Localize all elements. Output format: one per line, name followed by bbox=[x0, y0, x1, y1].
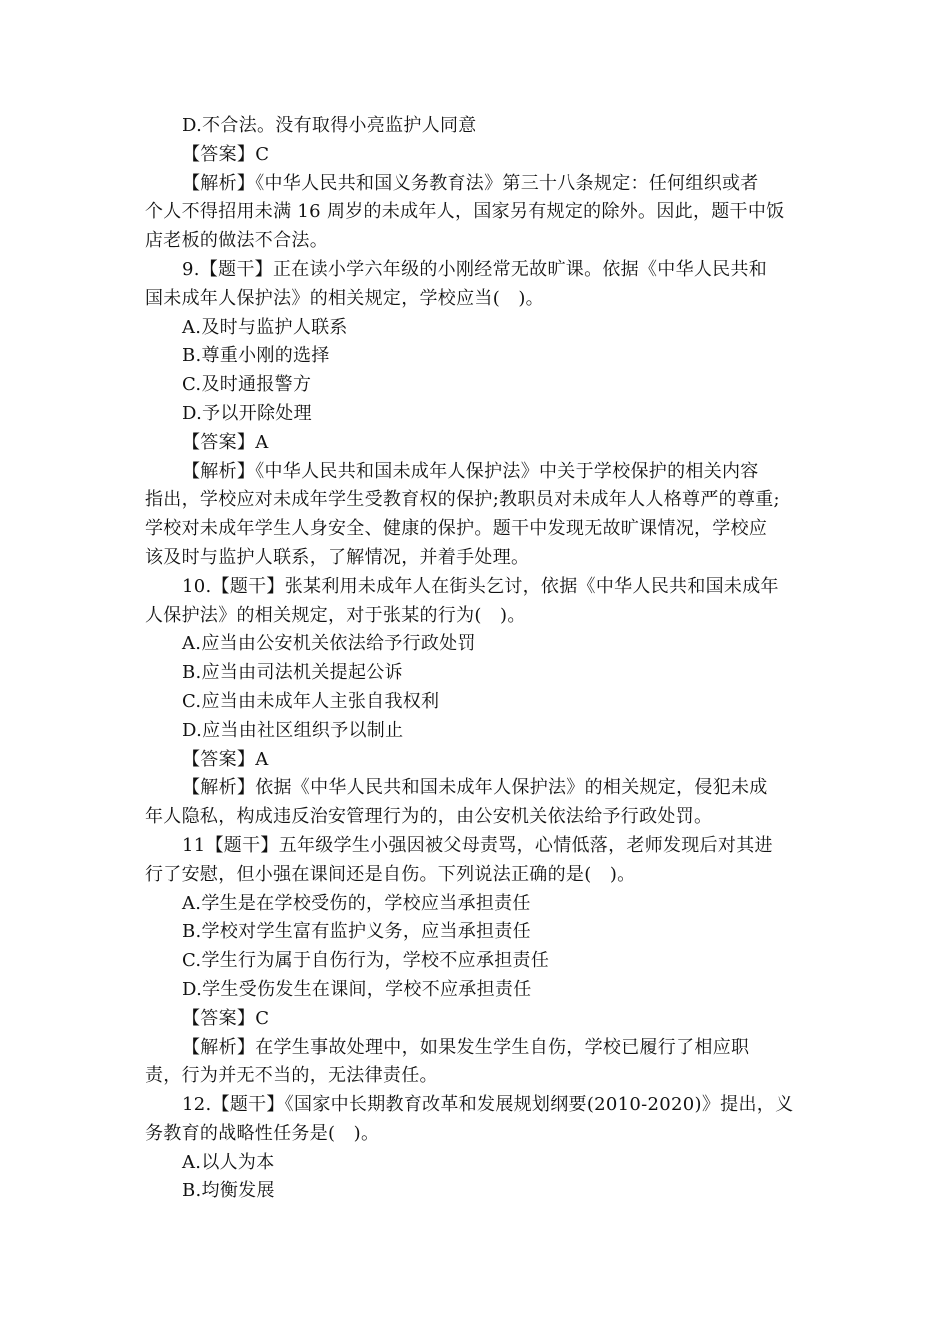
text-line: 店老板的做法不合法。 bbox=[145, 230, 328, 252]
text-line: C.学生行为属于自伤行为，学校不应承担责任 bbox=[182, 950, 550, 972]
text-line: 12.【题干】《国家中长期教育改革和发展规划纲要(2010-2020)》提出，义 bbox=[182, 1094, 794, 1116]
text-line: B.尊重小刚的选择 bbox=[182, 345, 330, 367]
text-line: 务教育的战略性任务是( )。 bbox=[145, 1122, 380, 1144]
text-line: 人保护法》的相关规定，对于张某的行为( )。 bbox=[145, 604, 526, 626]
text-line: 个人不得招用未满 16 周岁的未成年人，国家另有规定的除外。因此，题干中饭 bbox=[145, 201, 785, 223]
text-line: 责，行为并无不当的，无法律责任。 bbox=[145, 1065, 438, 1087]
text-line: 【解析】依据《中华人民共和国未成年人保护法》的相关规定，侵犯未成 bbox=[182, 777, 768, 799]
text-line: 【答案】C bbox=[182, 1007, 270, 1029]
text-line: 年人隐私，构成违反治安管理行为的，由公安机关依法给予行政处罚。 bbox=[145, 806, 713, 828]
text-line: 学校对未成年学生人身安全、健康的保护。题干中发现无故旷课情况，学校应 bbox=[145, 518, 768, 540]
text-line: A.及时与监护人联系 bbox=[182, 316, 348, 338]
text-line: 【解析】《中华人民共和国未成年人保护法》中关于学校保护的相关内容 bbox=[182, 460, 759, 482]
text-line: D.不合法。没有取得小亮监护人同意 bbox=[182, 115, 477, 136]
text-line: D.学生受伤发生在课间，学校不应承担责任 bbox=[182, 978, 532, 1000]
text-line: 11【题干】五年级学生小强因被父母责骂，心情低落，老师发现后对其进 bbox=[182, 834, 773, 856]
text-line: D.应当由社区组织予以制止 bbox=[182, 719, 404, 741]
text-line: 9.【题干】正在读小学六年级的小刚经常无故旷课。依据《中华人民共和 bbox=[182, 258, 768, 280]
text-line: 【答案】A bbox=[182, 431, 269, 453]
text-line: 【答案】A bbox=[182, 748, 269, 770]
text-line: B.学校对学生富有监护义务，应当承担责任 bbox=[182, 921, 531, 943]
text-line: 行了安慰，但小强在课间还是自伤。下列说法正确的是( )。 bbox=[145, 863, 636, 885]
text-line: A.以人为本 bbox=[182, 1151, 275, 1173]
text-line: C.应当由未成年人主张自我权利 bbox=[182, 690, 440, 712]
text-line: B.应当由司法机关提起公诉 bbox=[182, 662, 403, 684]
text-line: 10.【题干】张某利用未成年人在街头乞讨，依据《中华人民共和国未成年 bbox=[182, 575, 779, 597]
text-line: D.予以开除处理 bbox=[182, 402, 312, 424]
text-line: B.均衡发展 bbox=[182, 1180, 275, 1202]
text-line: 指出，学校应对未成年学生受教育权的保护;教职员对未成年人人格尊严的尊重; bbox=[145, 489, 780, 511]
text-line: 【解析】《中华人民共和国义务教育法》第三十八条规定：任何组织或者 bbox=[182, 172, 759, 194]
document-page bbox=[145, 112, 805, 1206]
text-line: A.学生是在学校受伤的，学校应当承担责任 bbox=[182, 892, 531, 914]
text-line: 【答案】C bbox=[182, 143, 270, 165]
text-line: 国未成年人保护法》的相关规定，学校应当( )。 bbox=[145, 287, 544, 309]
text-line: A.应当由公安机关依法给予行政处罚 bbox=[182, 633, 476, 655]
text-line: 【解析】在学生事故处理中，如果发生学生自伤，学校已履行了相应职 bbox=[182, 1036, 750, 1058]
text-line: C.及时通报警方 bbox=[182, 374, 312, 396]
text-line: 该及时与监护人联系，了解情况，并着手处理。 bbox=[145, 546, 530, 568]
